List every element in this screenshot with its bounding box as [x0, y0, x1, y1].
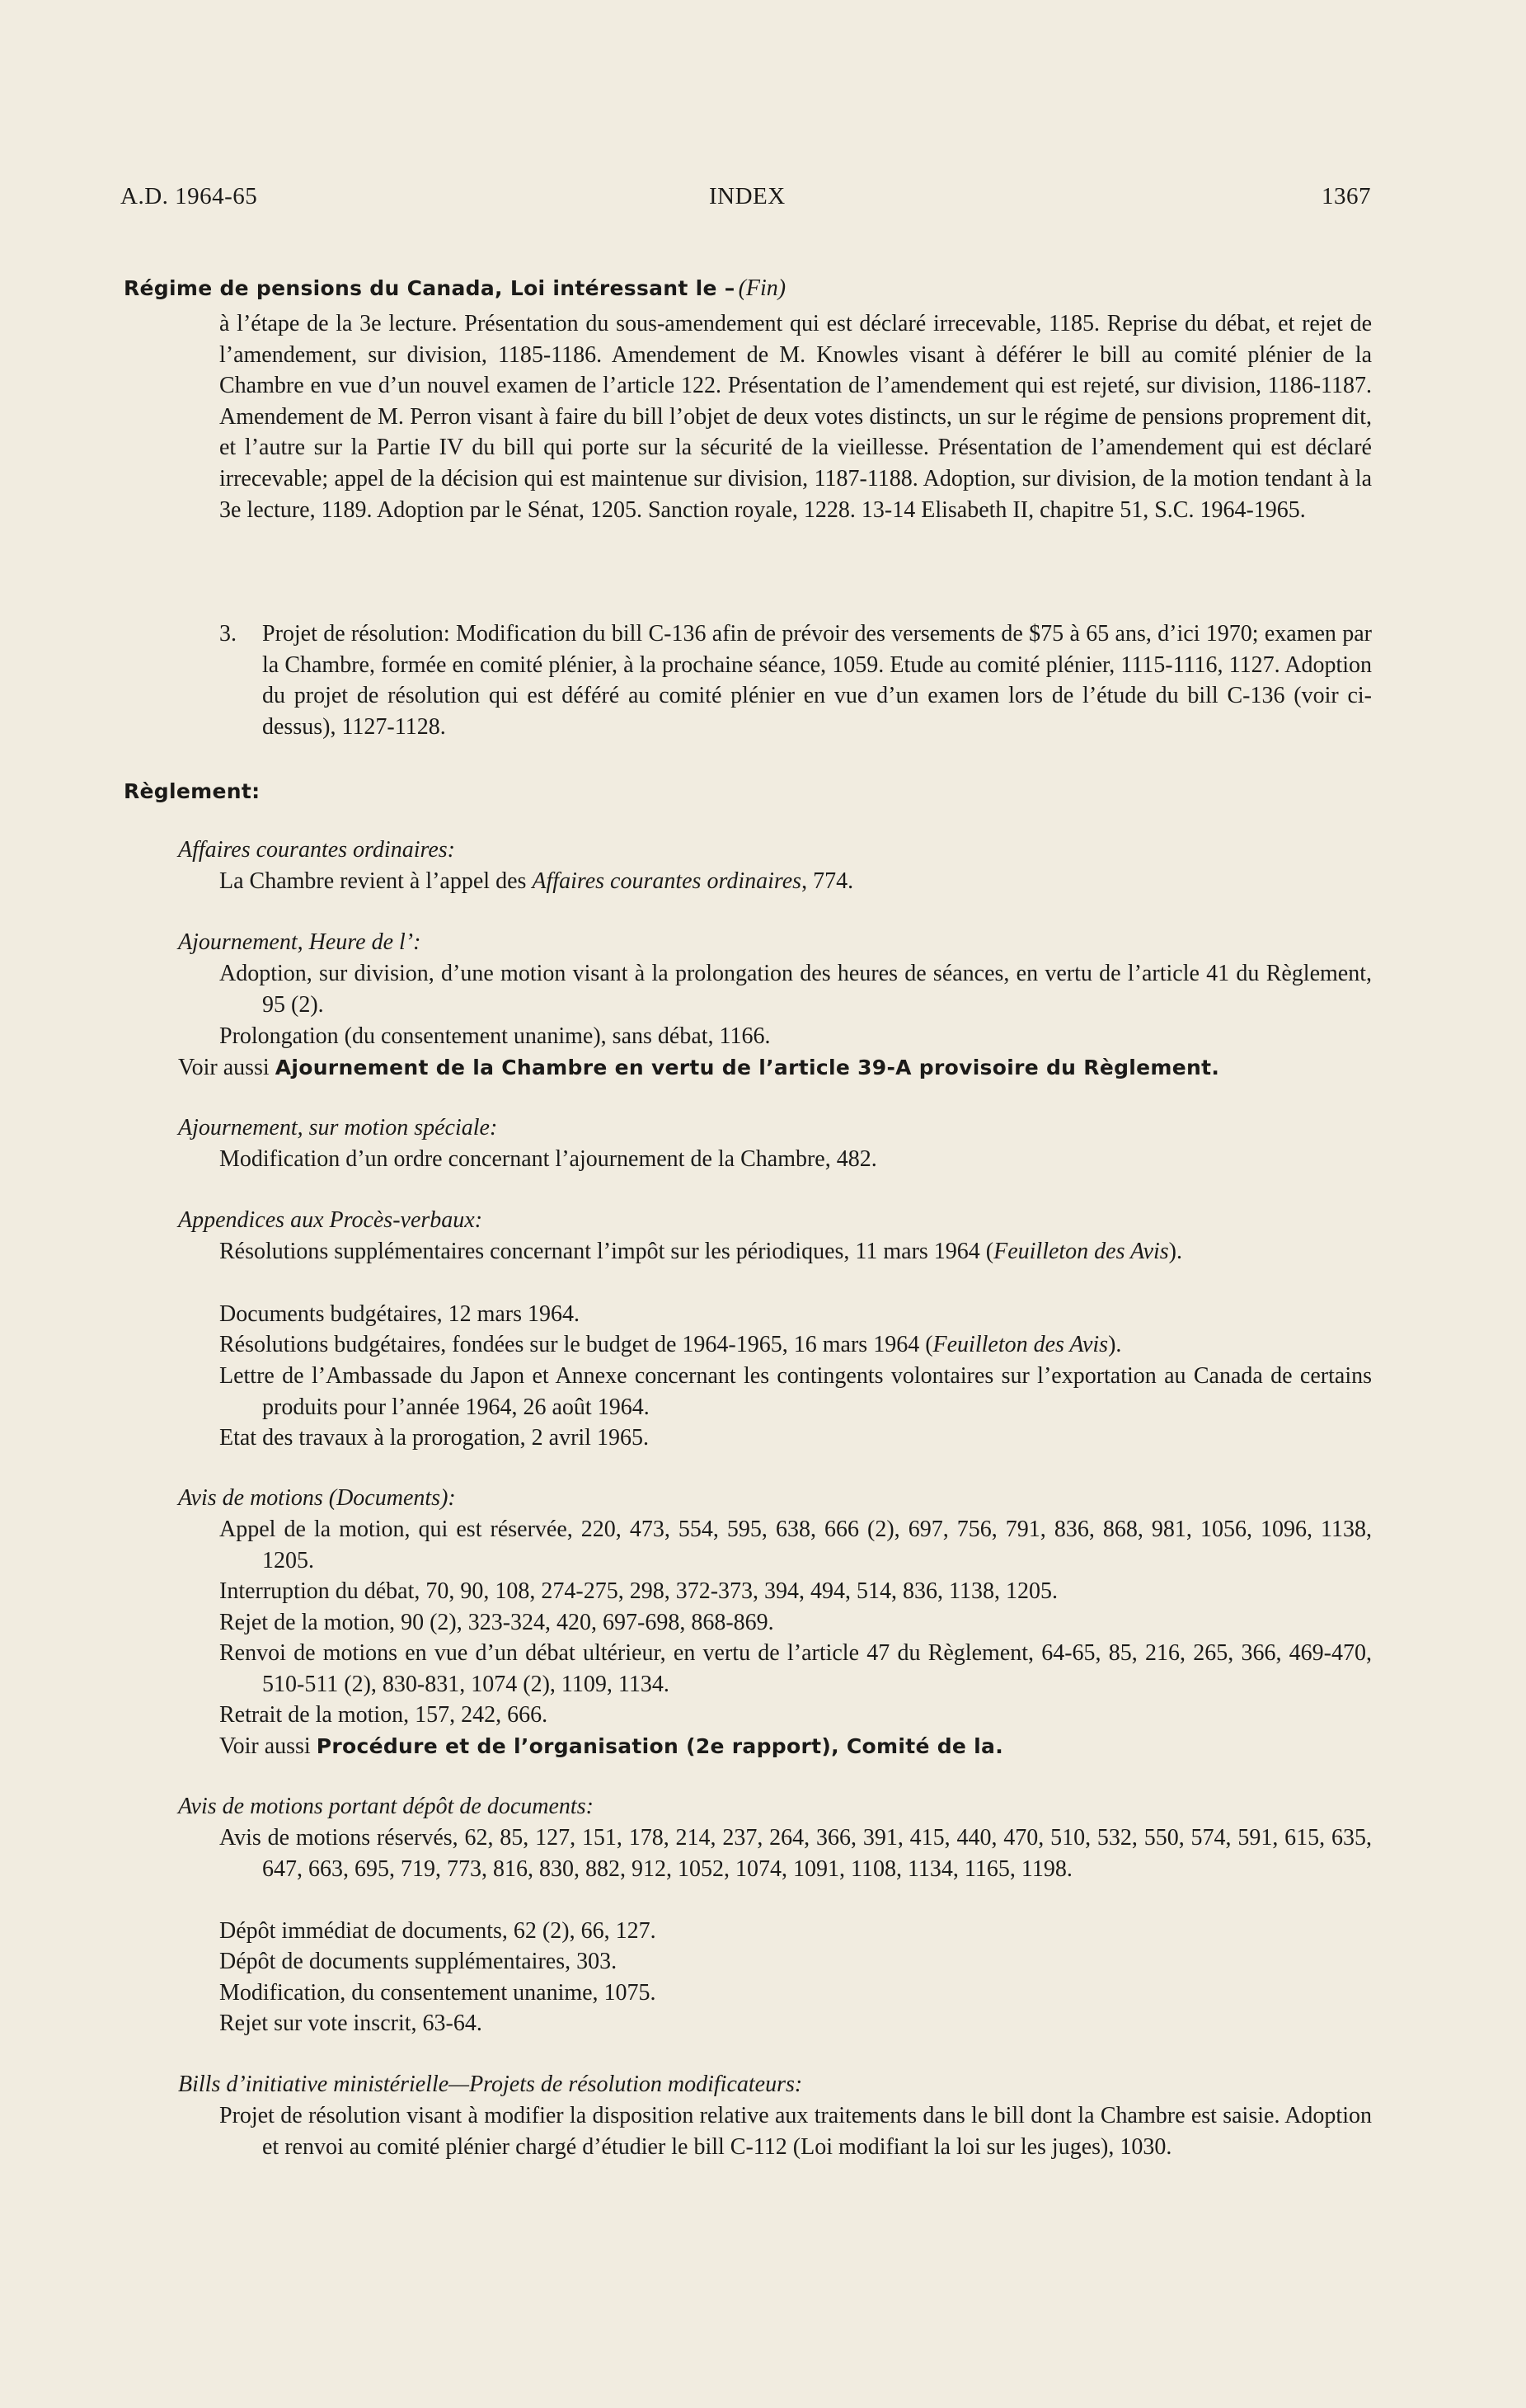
entry-text: Résolutions supplémentaires concernant l’impôt sur les périodiques, 11 mars 1964 ( [219, 1239, 994, 1264]
entry-appendices-2: Documents budgétaires, 12 mars 1964. [219, 1301, 580, 1327]
entry-ajournement-heure-2: Prolongation (du consentement unanime), sans débat, 1166. [219, 1023, 771, 1049]
entry-text: Résolutions budgétaires, fondées sur le budget de 1964-1965, 16 mars 1964 ( [219, 1332, 933, 1357]
header-year-range: A.D. 1964-65 [120, 183, 258, 209]
entry-avis-depot-3: Dépôt de documents supplémentaires, 303. [219, 1949, 617, 1974]
subheading-avis-depot: Avis de motions portant dépôt de documents: [178, 1794, 594, 1819]
item-text: Projet de résolution: Modification du bill C-136 afin de prévoir des versements de $75 à 65 ans, d’ici 1970; examen par la Chambre, formée en comité plénier, à la prochaine séance, 1059. Etude au comité plénier, 1115-1116, 1127. Adoption du projet de résolution qui est déféré au comité plénier en vue d’un examen lors de l’étude du bill C-136 (voir ci-dessus), 1127-1128. [262, 621, 1372, 740]
see-also-procedure [219, 1731, 1372, 1762]
subheading-ajournement-heure: Ajournement, Heure de l’: [178, 929, 421, 955]
entry-avis-documents-2: Interruption du débat, 70, 90, 108, 274-275, 298, 372-373, 394, 494, 514, 836, 1138, 1205. [219, 1578, 1058, 1604]
page-number: 1367 [1322, 183, 1371, 209]
entry-italic-text: Affaires courantes ordinaires [532, 868, 802, 894]
entry-avis-depot-1: Avis de motions réservés, 62, 85, 127, 151, 178, 214, 237, 264, 366, 391, 415, 440, 470, 510, 532, 550, 574, 591, 615, 635, 647, 663, 695, 719, 773, 816, 830, 882, 912, 1052, 1074, 1091, 1108, 1134, 1165, 1198. [219, 1825, 1372, 1882]
regime-heading-text: Régime de pensions du Canada, Loi intéressant le – [124, 276, 735, 300]
entry-ajournement-motion-1: Modification d’un ordre concernant l’ajournement de la Chambre, 482. [219, 1146, 877, 1172]
see-also-target: Procédure et de l’organisation (2e rapport), Comité de la. [316, 1734, 1004, 1758]
subheading-ajournement-motion: Ajournement, sur motion spéciale: [178, 1115, 498, 1141]
subheading-bills-initiative: Bills d’initiative ministérielle—Projets de résolution modificateurs: [178, 2072, 803, 2097]
entry-heading-regime [124, 273, 786, 308]
entry-text: ). [1168, 1239, 1182, 1264]
entry-avis-depot-2: Dépôt immédiat de documents, 62 (2), 66, 127. [219, 1918, 656, 1944]
header-title: INDEX [709, 183, 786, 209]
see-also-target: Ajournement de la Chambre en vertu de l’article 39-A provisoire du Règlement. [275, 1056, 1220, 1079]
regime-continuation-paragraph: à l’étape de la 3e lecture. Présentation du sous-amendement qui est déclaré irrecevable, 1185. Reprise du débat, et rejet de l’amendement, sur division, 1185-1186. Amendement de M. Knowles visant à déférer le bill au comité plénier de la Chambre en vue d’un nouvel examen de l’article 122. Présentation de l’amendement qui est rejeté, sur division, 1186-1187. Amendement de M. Perron visant à faire du bill l’objet de deux votes distincts, un sur le régime de pensions proprement dit, et l’autre sur la Partie IV du bill qui porte sur la sécurité de la vieillesse. Présentation de l’amendement qui est déclaré irrecevable; appel de la décision qui est maintenue sur division, 1187-1188. Adoption, sur division, de la motion tendant à la 3e lecture, 1189. Adoption par le Sénat, 1205. Sanction royale, 1228. 13-14 Elisabeth II, chapitre 51, S.C. 1964-1965. [219, 311, 1372, 523]
entry-avis-documents-5: Retrait de la motion, 157, 242, 666. [219, 1702, 548, 1728]
entry-avis-documents-1: Appel de la motion, qui est réservée, 220, 473, 554, 595, 638, 666 (2), 697, 756, 791, 836, 868, 981, 1056, 1096, 1138, 1205. [219, 1517, 1372, 1573]
entry-appendices-5: Etat des travaux à la prorogation, 2 avril 1965. [219, 1425, 649, 1451]
entry-bills-initiative-1: Projet de résolution visant à modifier la disposition relative aux traitements dans le bill dont la Chambre est saisie. Adoption et renvoi au comité plénier chargé d’étudier le bill C-112 (Loi modifiant la loi sur les juges), 1030. [219, 2103, 1372, 2160]
entry-avis-documents-4: Renvoi de motions en vue d’un débat ultérieur, en vertu de l’article 47 du Règlement, 64-65, 85, 216, 265, 366, 469-470, 510-511 (2), 830-831, 1074 (2), 1109, 1134. [219, 1640, 1372, 1697]
see-also-label: Voir aussi [219, 1733, 317, 1759]
entry-avis-depot-4: Modification, du consentement unanime, 1075. [219, 1980, 656, 2006]
entry-italic-text: Feuilleton des Avis [932, 1332, 1109, 1357]
entry-text: La Chambre revient à l’appel des [219, 868, 533, 894]
item-number: 3. [219, 621, 237, 647]
entry-appendices-3 [219, 1329, 1372, 1361]
see-also-label: Voir aussi [178, 1055, 275, 1080]
entry-ajournement-heure-1: Adoption, sur division, d’une motion visant à la prolongation des heures de séances, en vertu de l’article 41 du Règlement, 95 (2). [219, 961, 1372, 1018]
subheading-avis-documents: Avis de motions (Documents): [178, 1485, 456, 1511]
entry-appendices-1 [219, 1236, 1372, 1267]
entry-avis-depot-5: Rejet sur vote inscrit, 63-64. [219, 2011, 482, 2036]
entry-avis-documents-3: Rejet de la motion, 90 (2), 323-324, 420, 697-698, 868-869. [219, 1610, 774, 1635]
entry-text: ). [1108, 1332, 1122, 1357]
see-also-ajournement [178, 1052, 1219, 1084]
regime-item-3 [219, 618, 1372, 742]
entry-affaires-courantes [219, 866, 1372, 897]
subheading-appendices: Appendices aux Procès-verbaux: [178, 1207, 483, 1233]
subheading-affaires-courantes: Affaires courantes ordinaires: [178, 837, 455, 863]
regime-heading-fin: (Fin) [738, 275, 786, 301]
entry-appendices-4: Lettre de l’Ambassade du Japon et Annexe concernant les contingents volontaires sur l’exportation au Canada de certains produits pour l’année 1964, 26 août 1964. [219, 1363, 1372, 1420]
entry-text: , 774. [801, 868, 854, 894]
entry-italic-text: Feuilleton des Avis [993, 1239, 1169, 1264]
entry-heading-reglement: Règlement: [124, 779, 261, 803]
